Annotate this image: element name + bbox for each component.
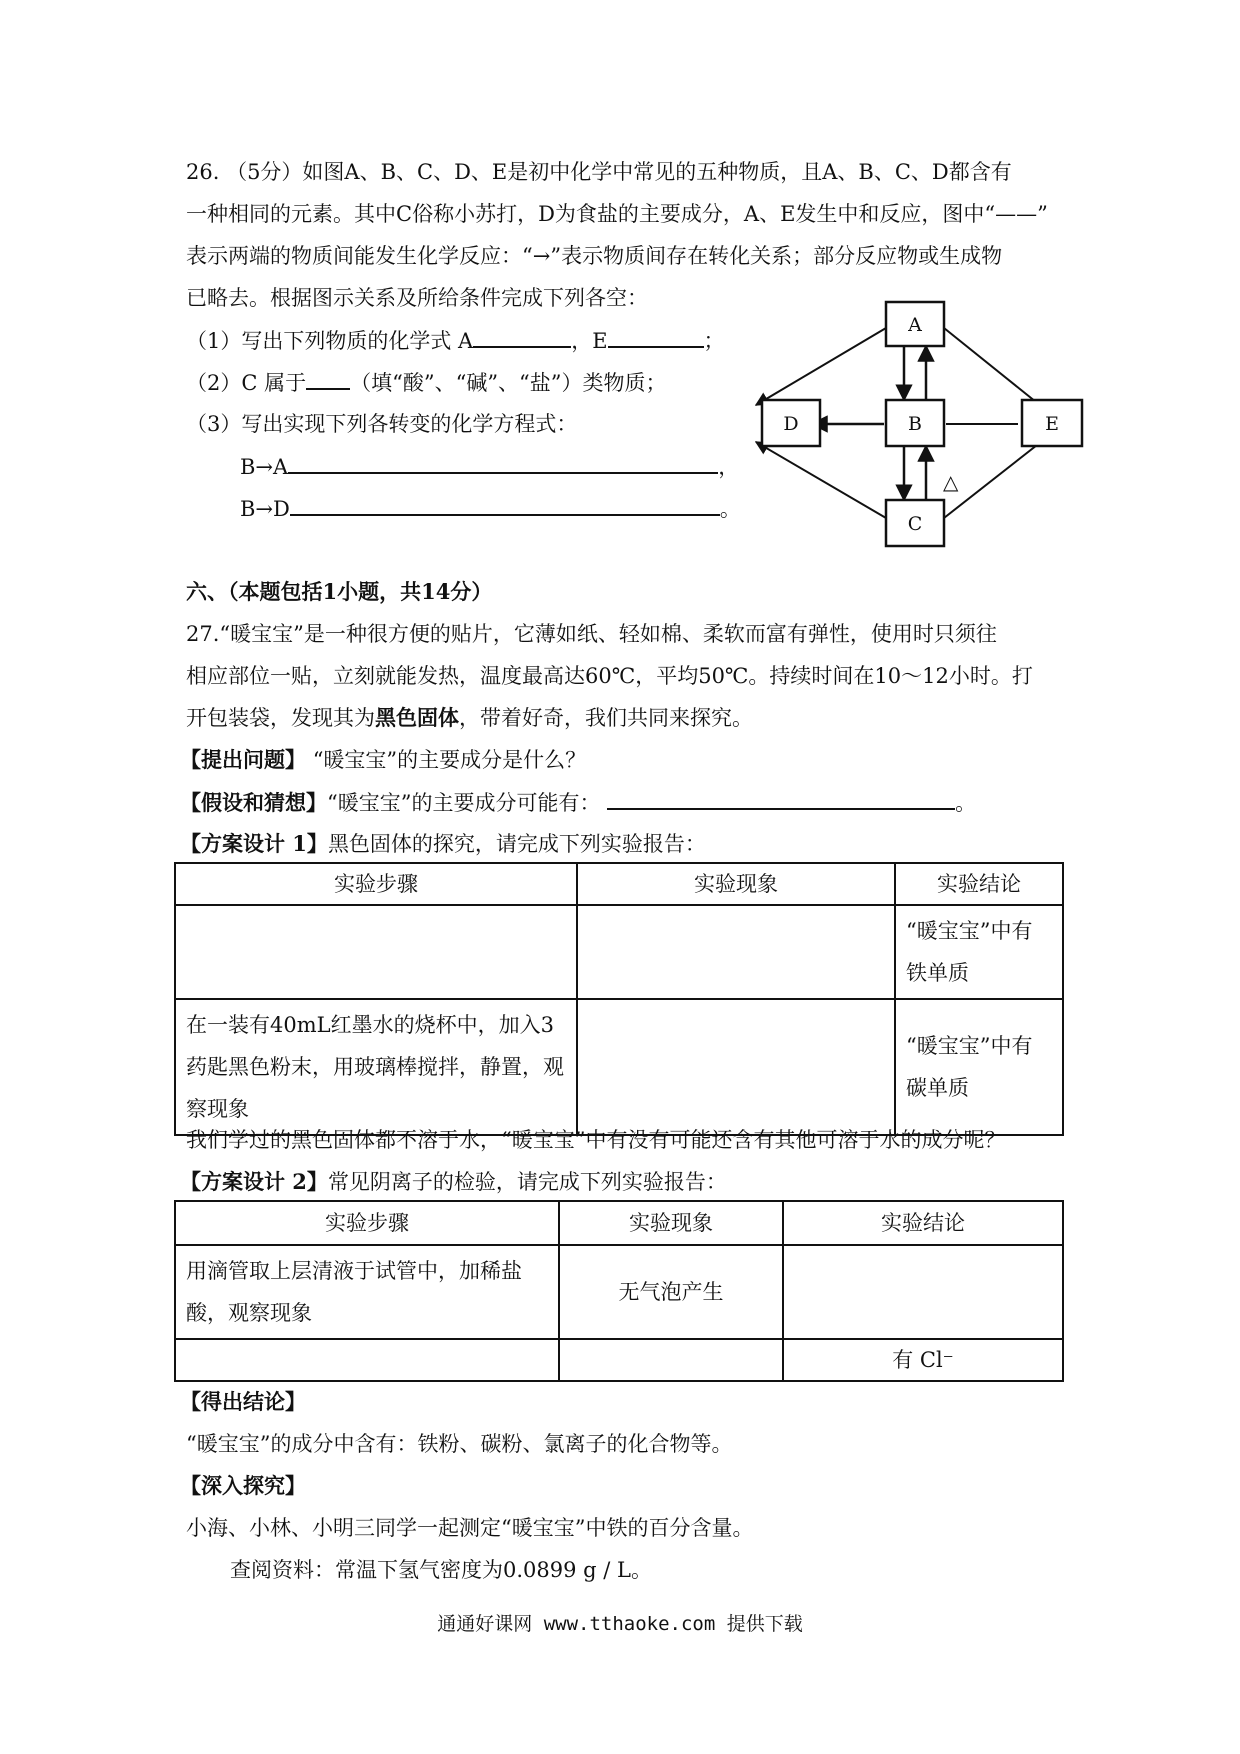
plan-2 (180, 1168, 727, 1196)
table-1-cell-step[interactable] (175, 905, 577, 999)
answer-blank-c-class[interactable] (306, 368, 350, 390)
table-1-cell-conclusion: “暖宝宝”中有碳单质 (895, 999, 1063, 1135)
report-table-1 (174, 862, 1064, 1136)
table-2-header-step: 实验步骤 (175, 1201, 559, 1245)
table-2-cell-step[interactable] (175, 1339, 559, 1381)
node-a-label: A (908, 314, 922, 336)
table-row (175, 905, 1063, 999)
table-2-cell-phenomenon[interactable] (559, 1339, 783, 1381)
conclusion-label: 【得出结论】 (180, 1389, 306, 1414)
q26-line-3: 表示两端的物质间能发生化学反应：“→”表示物质间存在转化关系；部分反应物或生成物 (186, 244, 1003, 268)
answer-blank-a[interactable] (473, 326, 571, 348)
answer-blank-e[interactable] (608, 326, 704, 348)
relationship-diagram (750, 300, 1100, 560)
plan-1-text: 黑色固体的探究，请完成下列实验报告： (327, 832, 706, 856)
hypothesis-label: 【假设和猜想】 (180, 790, 327, 815)
q26-part-1-mid: ，E (571, 329, 608, 353)
q27-line-3-bold: 黑色固体 (375, 705, 459, 730)
equation-b-to-d-end: 。 (719, 497, 741, 521)
node-a (886, 302, 944, 346)
table-1-cell-phenomenon[interactable] (577, 999, 895, 1135)
q26-part-1-prefix: （1）写出下列物质的化学式 A (186, 329, 474, 353)
node-b (886, 400, 944, 446)
q26-line-4: 已略去。根据图示关系及所给条件完成下列各空： (186, 286, 648, 310)
table-row (175, 1245, 1063, 1339)
equation-b-to-d-label: B→D (240, 497, 290, 521)
plan-1 (180, 830, 706, 858)
plan-2-label: 【方案设计 2】 (180, 1169, 328, 1194)
node-e-label: E (1045, 413, 1059, 435)
table-2-cell-phenomenon: 无气泡产生 (559, 1245, 783, 1339)
table-1-header-step: 实验步骤 (175, 863, 577, 905)
q27-line-1: 27.“暖宝宝”是一种很方便的贴片，它薄如纸、轻如棉、柔软而富有弹性，使用时只须往 (186, 622, 997, 646)
q26-part-2-suffix: （填“酸”、“碱”、“盐”）类物质； (350, 371, 667, 395)
node-c (886, 500, 944, 546)
answer-blank-b-to-d[interactable] (290, 494, 720, 516)
node-e (1022, 400, 1082, 446)
table-2-cell-conclusion: 有 Cl⁻ (783, 1339, 1063, 1381)
plan-2-text: 常见阴离子的检验，请完成下列实验报告： (327, 1170, 727, 1194)
ask-question-text: “暖宝宝”的主要成分是什么？ (312, 748, 587, 772)
table-1-cell-step: 在一装有40mL红墨水的烧杯中，加入3药匙黑色粉末，用玻璃棒搅拌，静置，观察现象 (175, 999, 577, 1135)
equation-b-to-a-end: ， (718, 455, 740, 479)
node-d-label: D (783, 413, 799, 435)
deep-inquiry-label: 【深入探究】 (180, 1473, 306, 1498)
answer-blank-b-to-a[interactable] (288, 452, 718, 474)
reference-data: 查阅资料：常温下氢气密度为0.0899 g / L。 (230, 1558, 652, 1582)
q27-line-3 (186, 704, 753, 732)
hypothesis (180, 788, 976, 817)
table-row (175, 999, 1063, 1135)
table-row (175, 1339, 1063, 1381)
arrow-a-to-d (756, 328, 886, 405)
answer-blank-hypothesis[interactable] (607, 788, 955, 810)
hypothesis-end: 。 (955, 791, 977, 815)
line-a-e (944, 328, 1046, 410)
table-1-cell-phenomenon[interactable] (577, 905, 895, 999)
table-1-cell-conclusion: “暖宝宝”中有铁单质 (895, 905, 1063, 999)
table-1-header-row (175, 863, 1063, 905)
conclusion-text: “暖宝宝”的成分中含有：铁粉、碳粉、氯离子的化合物等。 (186, 1432, 733, 1456)
table-1-header-phenomenon: 实验现象 (577, 863, 895, 905)
line-c-e (944, 438, 1046, 518)
footer-source: 通通好课网 www.tthaoke.com 提供下载 (437, 1613, 803, 1635)
q27-line-3-post: ，带着好奇，我们共同来探究。 (459, 706, 753, 730)
equation-b-to-a (240, 452, 739, 481)
hypothesis-text: “暖宝宝”的主要成分可能有： (327, 791, 601, 815)
node-c-label: C (907, 513, 923, 535)
deep-inquiry-text: 小海、小林、小明三同学一起测定“暖宝宝”中铁的百分含量。 (186, 1516, 754, 1540)
q26-part-1-end: ； (703, 329, 725, 353)
ask-question-label: 【提出问题】 (180, 747, 306, 772)
q26-part-2-prefix: （2）C 属于 (186, 371, 307, 395)
bridge-text: 我们学过的黑色固体都不溶于水，“暖宝宝”中有没有可能还含有其他可溶于水的成分呢？ (186, 1128, 1006, 1152)
node-d (762, 400, 820, 446)
table-2-cell-step: 用滴管取上层清液于试管中，加稀盐酸，观察现象 (175, 1245, 559, 1339)
q26-part-2 (186, 368, 667, 397)
q27-line-3-pre: 开包装袋，发现其为 (186, 706, 375, 730)
report-table-2 (174, 1200, 1064, 1382)
equation-b-to-a-label: B→A (240, 455, 289, 479)
q26-line-2: 一种相同的元素。其中C俗称小苏打，D为食盐的主要成分，A、E发生中和反应，图中“——” (186, 202, 1048, 226)
table-1-header-conclusion: 实验结论 (895, 863, 1063, 905)
q26-part-1 (186, 326, 725, 355)
table-2-cell-conclusion[interactable] (783, 1245, 1063, 1339)
q26-part-3: （3）写出实现下列各转变的化学方程式： (186, 412, 578, 436)
plan-1-label: 【方案设计 1】 (180, 831, 328, 856)
heat-symbol: △ (943, 470, 959, 494)
table-2-header-row (175, 1201, 1063, 1245)
q27-line-2: 相应部位一贴，立刻就能发热，温度最高达60℃，平均50℃。持续时间在10～12小时。打 (186, 664, 1033, 688)
node-b-label: B (908, 413, 922, 435)
equation-b-to-d (240, 494, 741, 523)
q26-line-1: 26. （5分）如图A、B、C、D、E是初中化学中常见的五种物质，且A、B、C、D都含有 (186, 160, 1012, 184)
table-2-header-phenomenon: 实验现象 (559, 1201, 783, 1245)
ask-question (180, 746, 586, 774)
section-heading: 六、（本题包括1小题，共14分） (186, 579, 493, 604)
arrow-c-to-d (756, 442, 886, 518)
table-2-header-conclusion: 实验结论 (783, 1201, 1063, 1245)
